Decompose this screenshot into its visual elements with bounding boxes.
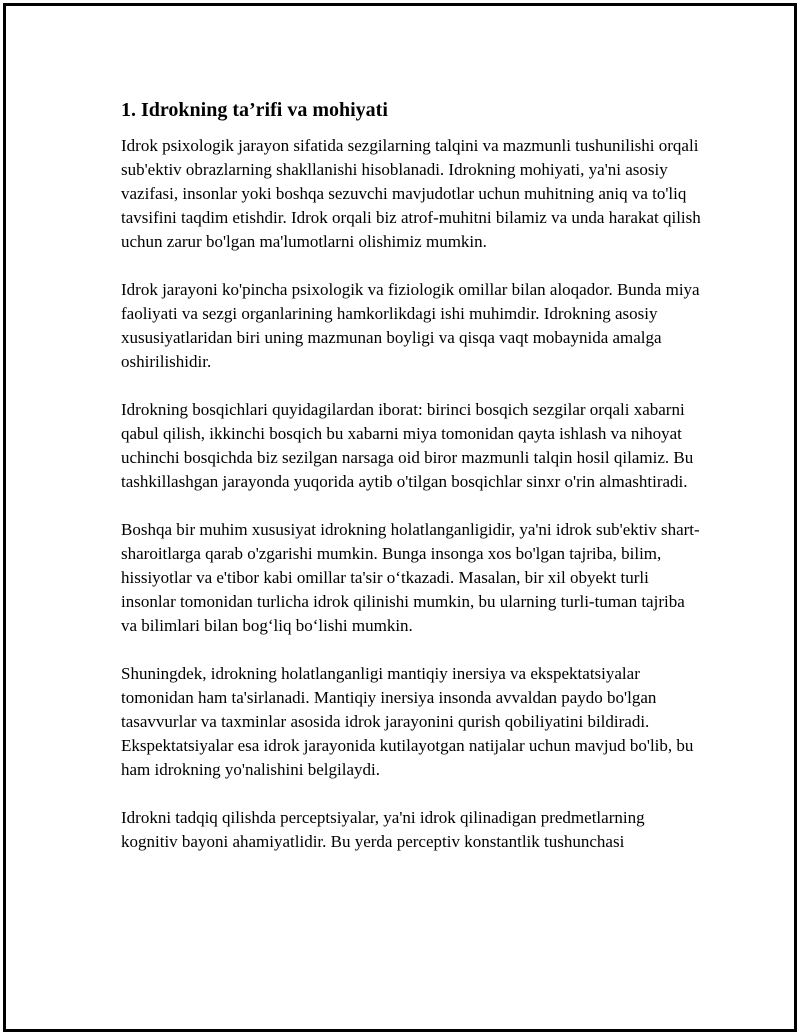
section-heading: 1. Idrokning ta’rifi va mohiyati: [121, 99, 388, 121]
document-page: [3, 3, 797, 1032]
paragraph-inertia-expectations: Shuningdek, idrokning holatlanganligi mantiqiy inersiya va ekspektatsiyalar tomonidan ham ta'sirlanadi. Mantiqiy inersiya insonda avvaldan paydo bo'lgan tasavvurlar va taxminlar asosida idrok jarayonini qurish qobiliyatini bildiradi. Ekspektatsiyalar esa idrok jarayonida kutilayotgan natijalar uchun mavjud bo'lib, bu ham idrokning yo'nalishini belgilaydi.: [121, 664, 694, 779]
paragraph-perceptions: Idrokni tadqiq qilishda perceptsiyalar, ya'ni idrok qilinadigan predmetlarning kognitiv bayoni ahamiyatlidir. Bu yerda perceptiv konstantlik tushunchasi: [121, 808, 645, 851]
document-body: [121, 96, 701, 878]
paragraph-definition: Idrok psixologik jarayon sifatida sezgilarning talqini va mazmunli tushunilishi orqali sub'ektiv obrazlarning shakllanishi hisoblanadi. Idrokning mohiyati, ya'ni asosiy vazifasi, insonlar yoki boshqa sezuvchi mavjudotlar uchun muhitning aniq va to'liq tavsifini taqdim etishdir. Idrok orqali biz atrof-muhitni bilamiz va unda harakat qilish uchun zarur bo'lgan ma'lumotlarni olishimiz mumkin.: [121, 136, 701, 251]
paragraph-conditionality: Boshqa bir muhim xususiyat idrokning holatlanganligidir, ya'ni idrok sub'ektiv shart-sharoitlarga qarab o'zgarishi mumkin. Bunga insonga xos bo'lgan tajriba, bilim, hissiyotlar va e'tibor kabi omillar ta'sir o‘tkazadi. Masalan, bir xil obyekt turli insonlar tomonidan turlicha idrok qilinishi mumkin, bu ularning turli-tuman tajriba va bilimlari bilan bog‘liq bo‘lishi mumkin.: [121, 520, 700, 635]
paragraph-process-factors: Idrok jarayoni ko'pincha psixologik va fiziologik omillar bilan aloqador. Bunda miya faoliyati va sezgi organlarining hamkorlikdagi ishi muhimdir. Idrokning asosiy xususiyatlaridan biri uning mazmunan boyligi va qisqa vaqt mobaynida amalga oshirilishidir.: [121, 280, 700, 371]
paragraph-stages: Idrokning bosqichlari quyidagilardan iborat: birinci bosqich sezgilar orqali xabarni qabul qilish, ikkinchi bosqich bu xabarni miya tomonidan qayta ishlash va nihoyat uchinchi bosqichda biz sezilgan narsaga oid biror mazmunli talqin hosil qilamiz. Bu tashkillashgan jarayonda yuqorida aytib o'tilgan bosqichlar sinxr o'rin almashtiradi.: [121, 400, 694, 491]
